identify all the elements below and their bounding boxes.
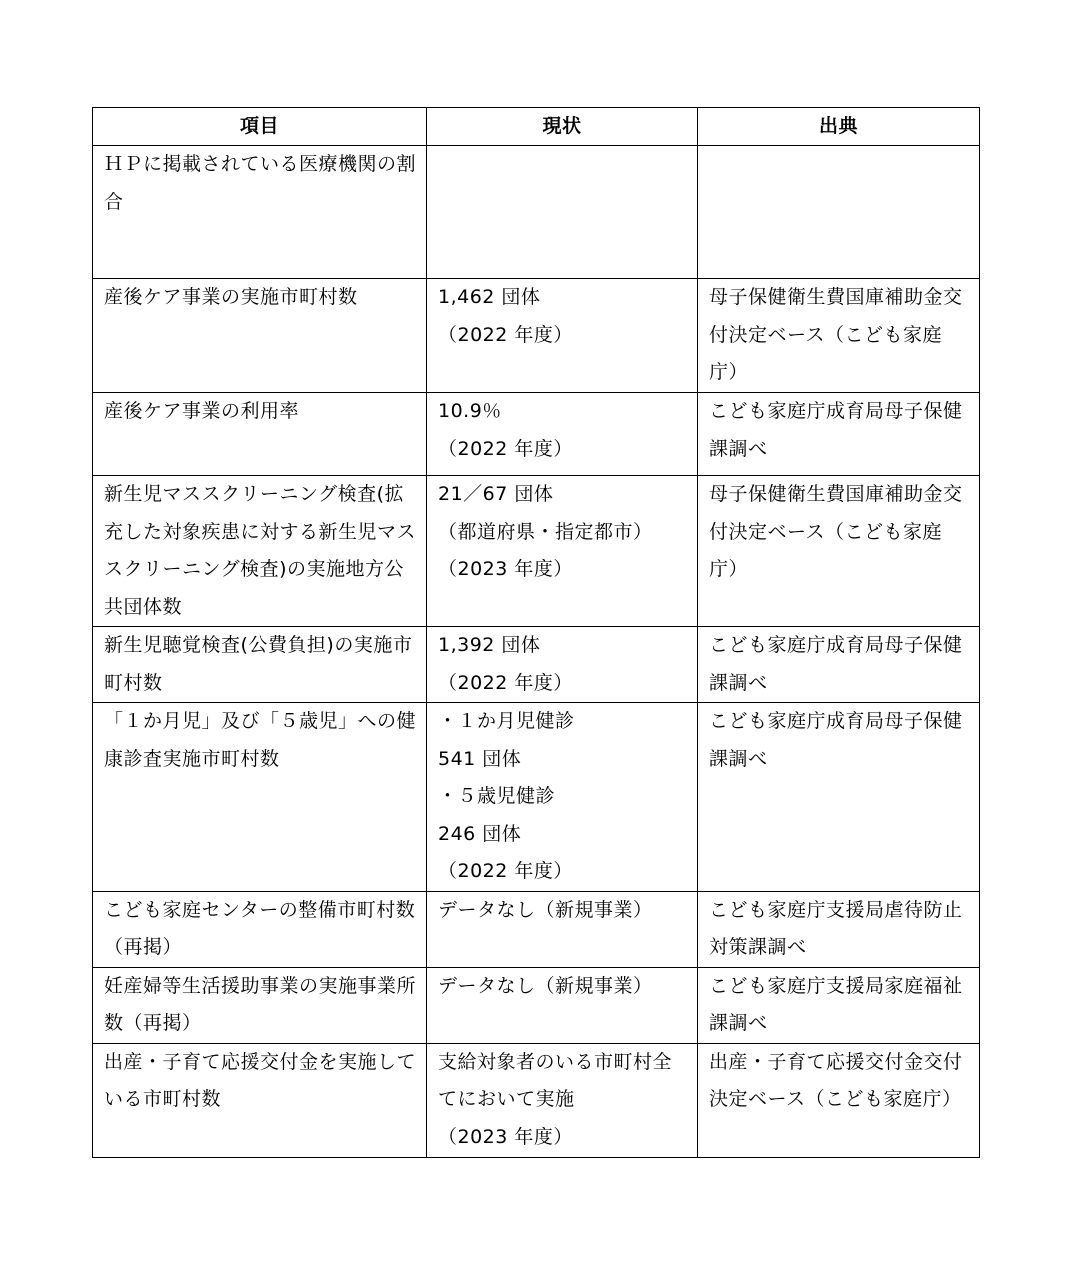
- cell-status: データなし（新規事業）: [427, 967, 698, 1043]
- cell-status: [427, 146, 698, 279]
- cell-item: 「１か月児」及び「５歳児」への健康診査実施市町村数: [93, 703, 427, 892]
- cell-status: 10.9％ （2022 年度）: [427, 393, 698, 476]
- cell-item: 新生児聴覚検査(公費負担)の実施市町村数: [93, 627, 427, 703]
- cell-item: 産後ケア事業の実施市町村数: [93, 279, 427, 393]
- cell-item: こども家庭センターの整備市町村数（再掲）: [93, 891, 427, 967]
- cell-item: 出産・子育て応援交付金を実施している市町村数: [93, 1043, 427, 1157]
- cell-item: 妊産婦等生活援助事業の実施事業所数（再掲）: [93, 967, 427, 1043]
- table-row: [93, 967, 980, 1043]
- header-item: 項目: [93, 108, 427, 146]
- cell-status: 1,392 団体 （2022 年度）: [427, 627, 698, 703]
- cell-item: 産後ケア事業の利用率: [93, 393, 427, 476]
- table-row: [93, 891, 980, 967]
- cell-status: 21／67 団体 （都道府県・指定都市） （2023 年度）: [427, 476, 698, 627]
- header-source: 出典: [698, 108, 980, 146]
- cell-source: こども家庭庁支援局虐待防止対策課調べ: [698, 891, 980, 967]
- cell-item: 新生児マススクリーニング検査(拡充した対象疾患に対する新生児マススクリーニング検査)の実施地方公共団体数: [93, 476, 427, 627]
- cell-source: [698, 146, 980, 279]
- header-status: 現状: [427, 108, 698, 146]
- cell-source: こども家庭庁成育局母子保健課調べ: [698, 703, 980, 892]
- indicator-table: [92, 107, 980, 1158]
- table-row: [93, 703, 980, 892]
- cell-source: こども家庭庁支援局家庭福祉課調べ: [698, 967, 980, 1043]
- cell-source: こども家庭庁成育局母子保健課調べ: [698, 627, 980, 703]
- table-row: [93, 1043, 980, 1157]
- table-header-row: [93, 108, 980, 146]
- cell-item: ＨＰに掲載されている医療機関の割合: [93, 146, 427, 279]
- cell-source: 母子保健衛生費国庫補助金交付決定ベース（こども家庭庁）: [698, 279, 980, 393]
- table-row: [93, 146, 980, 279]
- table-row: [93, 627, 980, 703]
- cell-source: こども家庭庁成育局母子保健課調べ: [698, 393, 980, 476]
- cell-source: 母子保健衛生費国庫補助金交付決定ベース（こども家庭庁）: [698, 476, 980, 627]
- table-row: [93, 393, 980, 476]
- cell-status: データなし（新規事業）: [427, 891, 698, 967]
- table-row: [93, 279, 980, 393]
- table-row: [93, 476, 980, 627]
- cell-status: 1,462 団体 （2022 年度）: [427, 279, 698, 393]
- cell-status: 支給対象者のいる市町村全てにおいて実施 （2023 年度）: [427, 1043, 698, 1157]
- cell-status: ・１か月児健診 541 団体 ・５歳児健診 246 団体 （2022 年度）: [427, 703, 698, 892]
- cell-source: 出産・子育て応援交付金交付決定ベース（こども家庭庁）: [698, 1043, 980, 1157]
